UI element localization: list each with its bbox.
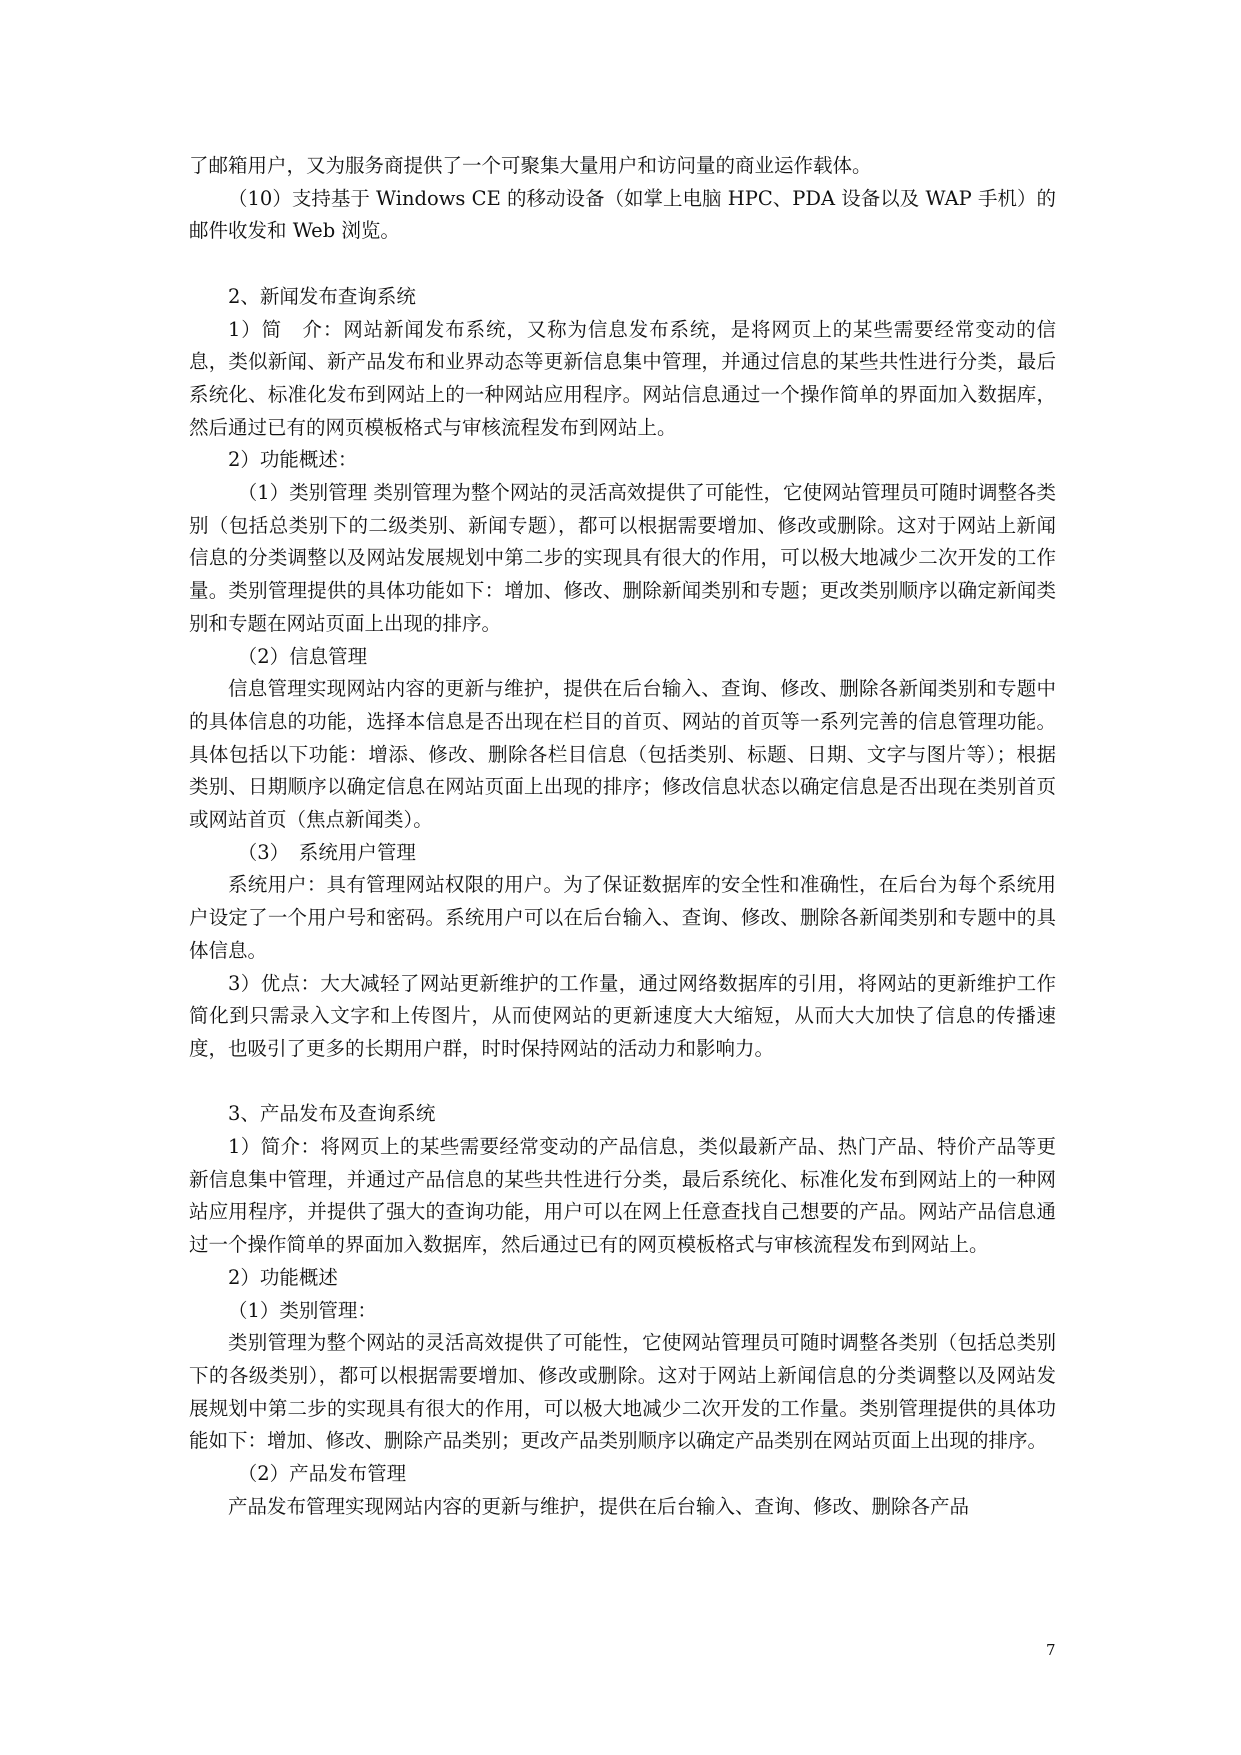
paragraph-category-management: （1）类别管理 类别管理为整个网站的灵活高效提供了可能性，它使网站管理员可随时调整各类别（包括总类别下的二级类别、新闻专题），都可以根据需要增加、修改或删除。这对于网站上新闻信息的分类调整以及网站发展规划中第二步的实现具有很大的作用，可以极大地减少二次开发的工作量。类别管理提供的具体功能如下：增加、修改、删除新闻类别和专题；更改类别顺序以确定新闻类别和专题在网站页面上出现的排序。 xyxy=(189,481,1056,635)
paragraph-mailbox-users: 了邮箱用户，又为服务商提供了一个可聚集大量用户和访问量的商业运作载体。 xyxy=(189,154,872,177)
heading-product-publish: （2）产品发布管理 xyxy=(237,1462,407,1486)
paragraph-product-publish: 产品发布管理实现网站内容的更新与维护，提供在后台输入、查询、修改、删除各产品 xyxy=(228,1494,970,1518)
paragraph-info-management: 信息管理实现网站内容的更新与维护，提供在后台输入、查询、修改、删除各新闻类别和专题中的具体信息的功能，选择本信息是否出现在栏目的首页、网站的首页等一系列完善的信息管理功能。具体包括以下功能：增添、修改、删除各栏目信息（包括类别、标题、日期、文字与图片等）；根据类别、日期顺序以确定信息在网站页面上出现的排序；修改信息状态以确定信息是否出现在类别首页或网站首页（焦点新闻类）。 xyxy=(189,677,1056,832)
body-text xyxy=(189,150,1056,1524)
heading-info-management: （2）信息管理 xyxy=(237,644,368,668)
heading-product-system: 3、产品发布及查询系统 xyxy=(228,1102,436,1126)
paragraph-product-intro: 1）简介：将网页上的某些需要经常变动的产品信息，类似最新产品、热门产品、特价产品等更新信息集中管理，并通过产品信息的某些共性进行分类，最后系统化、标准化发布到网站上的一种网站应用程序，并提供了强大的查询功能，用户可以在网上任意查找自己想要的产品。网站产品信息通过一个操作简单的界面加入数据库，然后通过已有的网页模板格式与审核流程发布到网站上。 xyxy=(189,1135,1056,1257)
paragraph-news-intro: 1）简 介：网站新闻发布系统，又称为信息发布系统，是将网页上的某些需要经常变动的信息，类似新闻、新产品发布和业界动态等更新信息集中管理，并通过信息的某些共性进行分类，最后系统化、标准化发布到网站上的一种网站应用程序。网站信息通过一个操作简单的界面加入数据库，然后通过已有的网页模板格式与审核流程发布到网站上。 xyxy=(189,317,1056,439)
spacer xyxy=(189,1066,1056,1099)
heading-news-features: 2）功能概述： xyxy=(228,448,358,472)
heading-system-users: （3） 系统用户管理 xyxy=(237,840,416,864)
paragraph-system-users: 系统用户：具有管理网站权限的用户。为了保证数据库的安全性和准确性，在后台为每个系统用户设定了一个用户号和密码。系统用户可以在后台输入、查询、修改、删除各新闻类别和专题中的具体信息。 xyxy=(189,873,1056,962)
paragraph-windows-ce: （10）支持基于 Windows CE 的移动设备（如掌上电脑 HPC、PDA 设备以及 WAP 手机）的邮件收发和 Web 浏览。 xyxy=(189,186,1056,243)
heading-product-category: （1）类别管理： xyxy=(228,1298,377,1322)
paragraph-news-advantages: 3）优点：大大减轻了网站更新维护的工作量，通过网络数据库的引用，将网站的更新维护工作简化到只需录入文字和上传图片，从而使网站的更新速度大大缩短，从而大大加快了信息的传播速度，也吸引了更多的长期用户群，时时保持网站的活动力和影响力。 xyxy=(189,971,1056,1060)
heading-product-features: 2）功能概述 xyxy=(228,1265,338,1289)
page-number: 7 xyxy=(1046,1641,1056,1659)
paragraph-product-category: 类别管理为整个网站的灵活高效提供了可能性，它使网站管理员可随时调整各类别（包括总类别下的各级类别），都可以根据需要增加、修改或删除。这对于网站上新闻信息的分类调整以及网站发展规划中第二步的实现具有很大的作用，可以极大地减少二次开发的工作量。类别管理提供的具体功能如下：增加、修改、删除产品类别；更改产品类别顺序以确定产品类别在网站页面上出现的排序。 xyxy=(189,1331,1056,1453)
spacer xyxy=(189,248,1056,281)
heading-news-system: 2、新闻发布查询系统 xyxy=(228,284,416,308)
